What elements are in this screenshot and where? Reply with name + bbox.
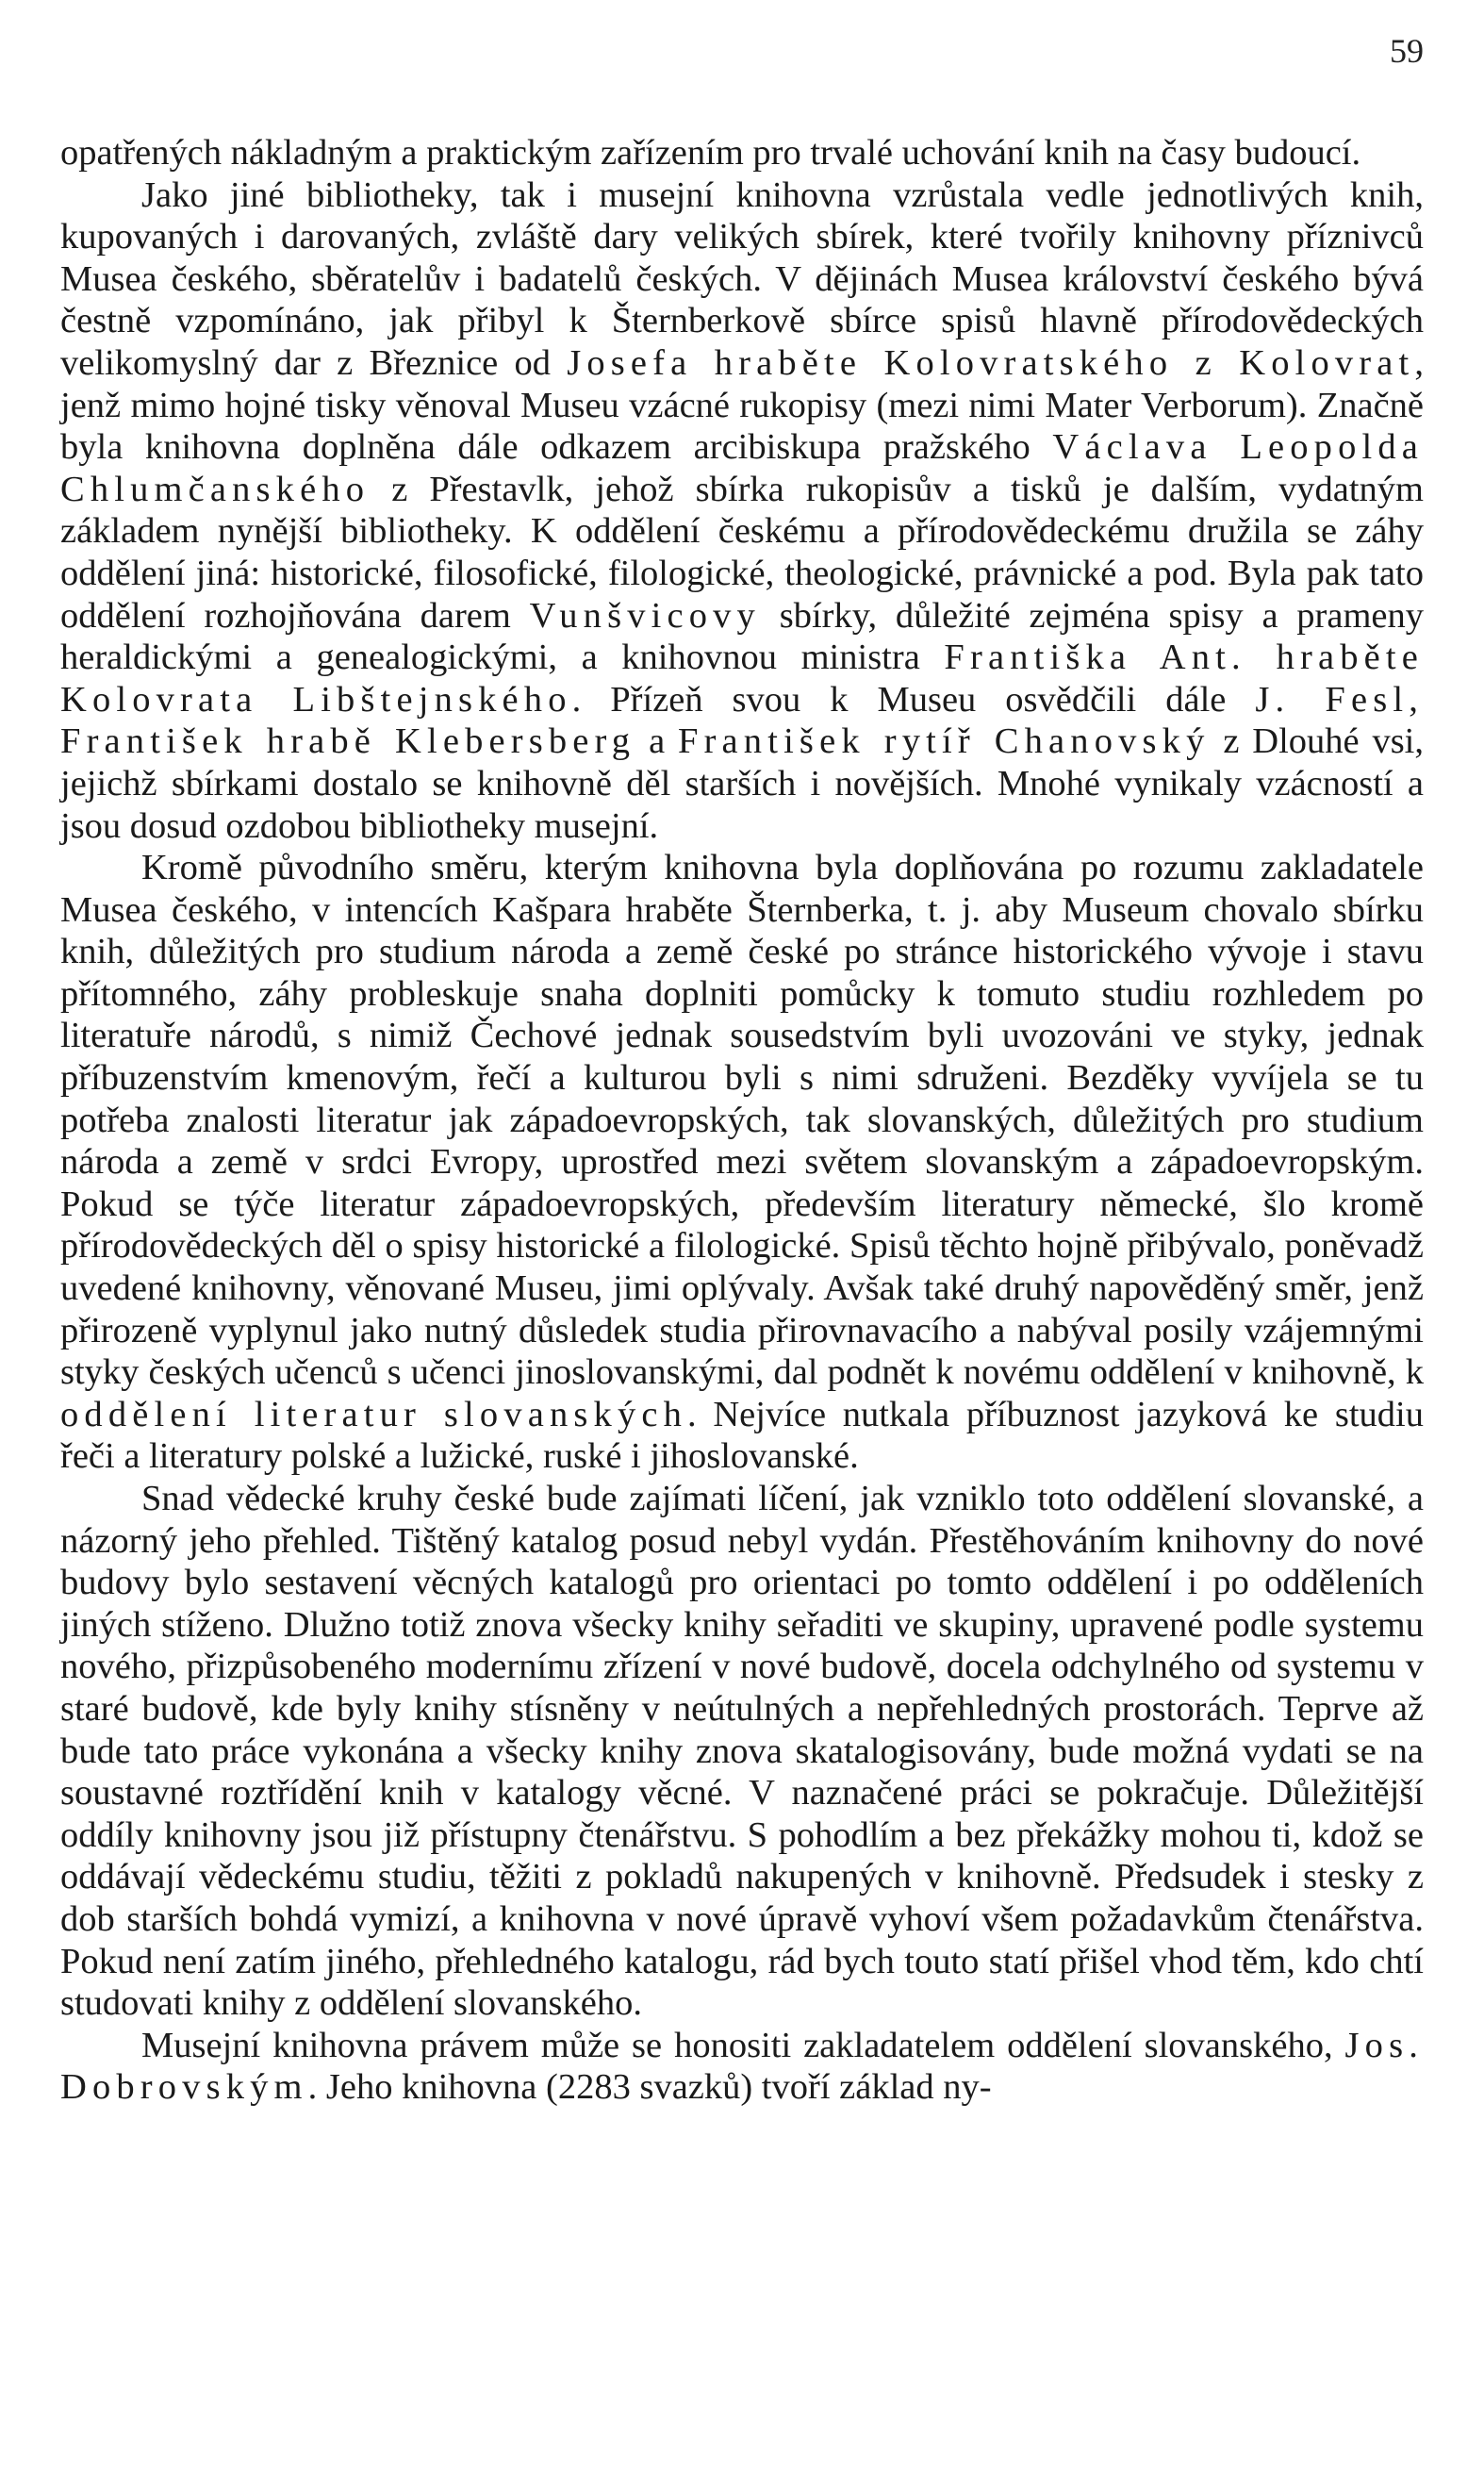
body-text bbox=[60, 132, 1424, 2109]
spaced-emphasis-text: František rytíř Chanovský bbox=[678, 721, 1211, 762]
paragraph-text: . Jeho knihovna (2283 svazků) tvoří základ ny- bbox=[307, 2067, 992, 2108]
paragraph-text: Jako jiné bibliotheky, tak i musejní knihovna vzrůstala vedle jednotlivých knih, kupovaných i darovaných, zvláště dary velikých sbírek, které tvořily knihovny příznivců Musea českého, sběratelův i badatelů českých. V dějinách Musea království českého bývá čestně vzpomínáno, jak přibyl k Šternberkově sbírce spisů hlavně přírodovědeckých velikomyslný dar z Březnice od bbox=[60, 174, 1424, 383]
paragraph-text: Kromě původního směru, kterým knihovna byla doplňována po rozumu zakladatele Musea českého, v intencích Kašpara hraběte Šternberka, t. j. aby Museum chovalo sbírku knih, důležitých pro studium národa a země české po stránce historického vývoje i stavu přítomného, záhy probleskuje snaha doplniti pomůcky k tomuto studiu rozhledem po literatuře národů, s nimiž Čechové jednak sousedstvím byli uvozováni ve styky, jednak příbuzenstvím kmenovým, řečí a kulturou byli s nimi sdruženi. Bezděky vyvíjela se tu potřeba znalosti literatur jak západoevropských, tak slovanských, důležitých pro studium národa a země v srdci Evropy, uprostřed mezi světem slovanským a západoevropským. Pokud se týče literatur západoevropských, především literatury německé, šlo kromě přírodovědeckých děl o spisy historické a filologické. Spisů těchto hojně přibývalo, poněvadž uvedené knihovny, věnované Museu, jimi oplývaly. Avšak také druhý napověděný směr, jenž přirozeně vyplynul jako nutný důsledek studia přirovnavacího a nabýval posily vzájemnými styky českých učenců s učenci jinoslovanskými, dal podnět k novému oddělení v knihovně, k bbox=[60, 848, 1424, 1393]
paragraph-2 bbox=[60, 174, 1424, 848]
spaced-emphasis-text: oddělení literatur slovanských bbox=[60, 1394, 688, 1434]
paragraph-text: z Přestavlk, jehož sbírka rukopisův a tisků je dalším, vydatným základem nynější bibliotheky. K oddělení českému a přírodovědeckému družila se záhy oddělení jiná: historické, filosofické, filologické, theologické, právnické a pod. Byla pak tato oddělení rozhojňována darem bbox=[60, 469, 1424, 636]
paragraph-text: sbírky, důležité zejména spisy a prameny heraldickými a genealogickými, a knihovnou ministra bbox=[60, 595, 1425, 678]
spaced-emphasis-text: Josefa hraběte Kolovratského z Kolovrat bbox=[567, 342, 1415, 383]
paragraph-text: a bbox=[635, 721, 678, 762]
paragraph-text: . Nejvíce nutkala příbuznost jazyková ke studiu řeči a literatury polské a lužické, ruské i jihoslovanské. bbox=[60, 1394, 1424, 1477]
spaced-emphasis-text: Jos. Dobrovským bbox=[60, 2025, 1424, 2108]
paragraph-text: Musejní knihovna právem může se honositi zakladatelem oddělení slovanského, bbox=[141, 2025, 1345, 2065]
spaced-emphasis-text: Vunšvicovy bbox=[529, 595, 761, 636]
page-number: 59 bbox=[1390, 32, 1424, 70]
paragraph-text: z Dlouhé vsi, jejichž sbírkami dostalo se knihovně děl starších i novějších. Mnohé vynikaly vzácností a jsou dosud ozdobou bibliotheky musejní. bbox=[60, 721, 1424, 846]
paragraph-text: opatřených nákladným a praktickým zařízením pro trvalé uchování knih na časy budoucí. bbox=[60, 133, 1361, 173]
paragraph-4 bbox=[60, 1478, 1424, 2025]
paragraph-3 bbox=[60, 847, 1424, 1478]
paragraph-5 bbox=[60, 2025, 1424, 2109]
spaced-emphasis-text: Václava Leopolda Chlumčanského bbox=[60, 427, 1424, 509]
spaced-emphasis-text: J. Fesl, František hrabě Klebersberg bbox=[60, 679, 1424, 762]
paragraph-1 bbox=[60, 132, 1424, 174]
spaced-emphasis-text: Františka Ant. hraběte Kolovrata Libštejnského bbox=[60, 638, 1425, 720]
paragraph-text: Snad vědecké kruhy české bude zajímati líčení, jak vzniklo toto oddělení slovanské, a názorný jeho přehled. Tištěný katalog posud nebyl vydán. Přestěhováním knihovny do nové budovy bylo sestavení věcných katalogů pro orientaci po tomto oddělení i po odděleních jiných stíženo. Dlužno totiž znova všecky knihy seřaditi ve skupiny, upravené podle systemu nového, přizpůsobeného modernímu zřízení v nové budově, docela odchylného od systemu v staré budově, kde byly knihy stísněny v neútulných a nepřehledných prostorách. Teprve až bude tato práce vykonána a všecky knihy znova skatalogisovány, bude možná vydati se na soustavné roztřídění knih v katalogy věcné. V naznačené práci se pokračuje. Důležitější oddíly knihovny jsou již přístupny čtenářstvu. S pohodlím a bez překážky mohou ti, kdož se oddávají vědeckému studiu, těžiti z pokladů nakupených v knihovně. Předsudek i stesky z dob starších bohdá vymizí, a knihovna v nové úpravě vyhoví všem požadavkům čtenářstva. Pokud není zatím jiného, přehledného katalogu, rád bych touto statí přišel vhod těm, kdo chtí studovati knihy z oddělení slovanského. bbox=[60, 1479, 1424, 2024]
paragraph-text: , jenž mimo hojné tisky věnoval Museu vzácné rukopisy (mezi nimi Mater Verborum). Značně byla knihovna doplněna dále odkazem arcibiskupa pražského bbox=[60, 342, 1424, 468]
paragraph-text: . Přízeň svou k Museu osvědčili dále bbox=[571, 679, 1256, 720]
